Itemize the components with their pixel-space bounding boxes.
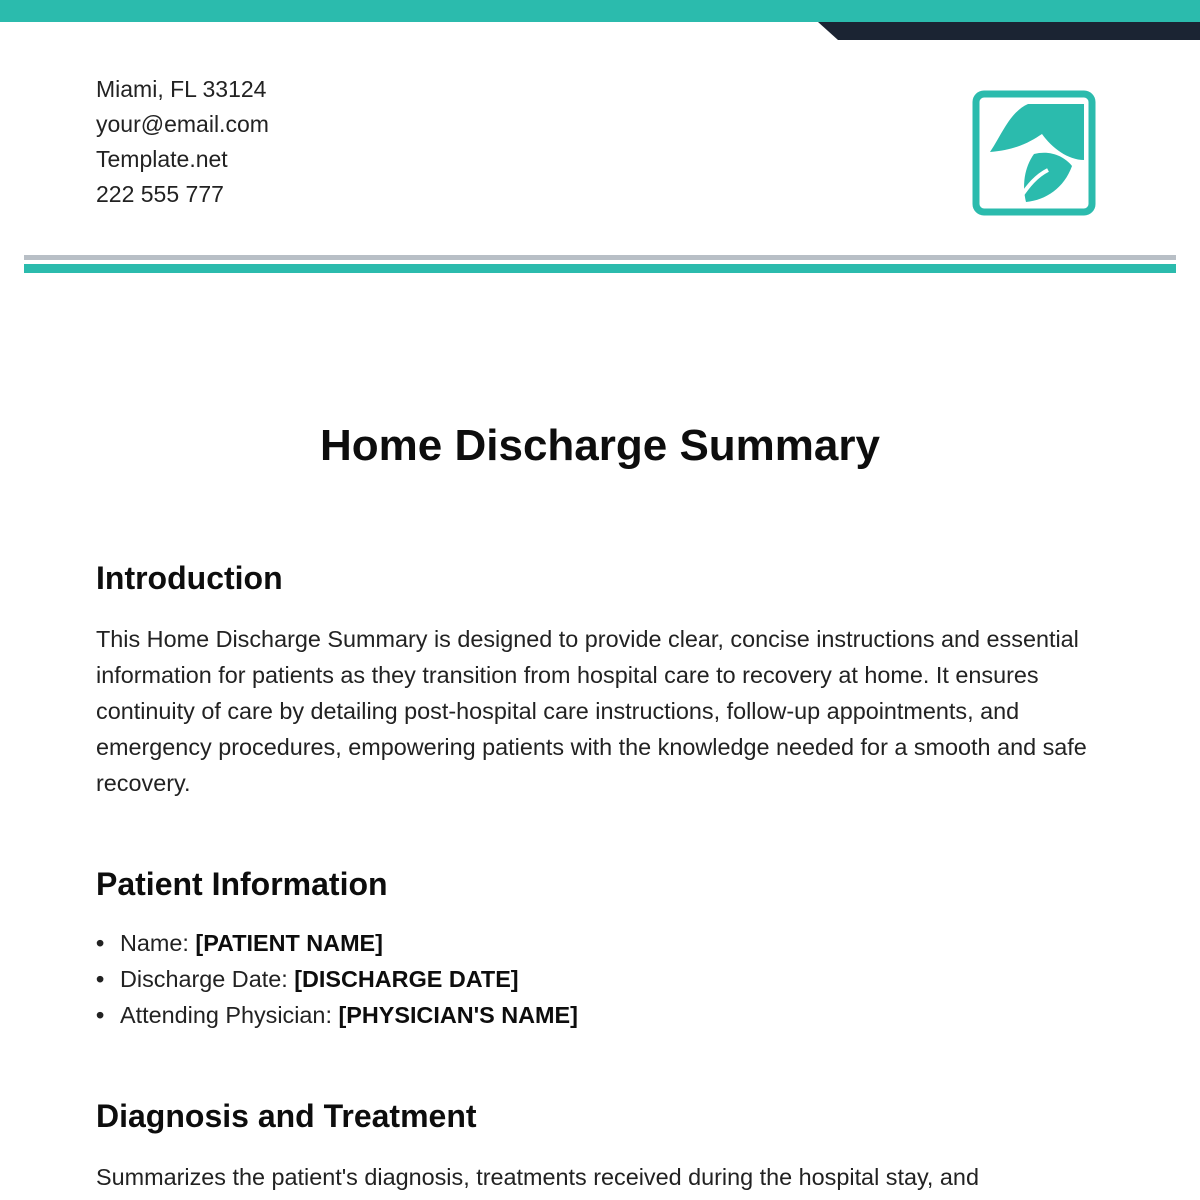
- divider-grey: [24, 255, 1176, 260]
- teal-band: [0, 0, 1200, 22]
- leaf-logo-icon: [972, 90, 1096, 216]
- navy-band: [818, 22, 1200, 40]
- item-value: [PATIENT NAME]: [195, 930, 383, 956]
- logo-leaf-upper: [990, 104, 1084, 160]
- logo-leaf-lower: [1024, 153, 1072, 202]
- list-item: [96, 925, 578, 961]
- website-text: Template.net: [96, 146, 228, 172]
- item-label: Attending Physician:: [120, 1002, 332, 1028]
- page-title: Home Discharge Summary: [320, 421, 880, 470]
- item-label: Name:: [120, 930, 189, 956]
- contact-block: [96, 72, 269, 212]
- introduction-body: This Home Discharge Summary is designed to provide clear, concise instructions and essential information for patients as they transition from hospital care to recovery at home. It ensures continuity of care by detailing post-hospital care instructions, follow-up appointments, and emergency procedures, empowering patients with the knowledge needed for a smooth and safe recovery.: [96, 626, 1087, 796]
- diagnosis-body: Summarizes the patient's diagnosis, treatments received during the hospital stay, and: [96, 1164, 979, 1190]
- list-item: [96, 997, 578, 1033]
- bullet-icon: •: [96, 966, 105, 992]
- list-item: [96, 961, 578, 997]
- phone-text: 222 555 777: [96, 181, 224, 207]
- patient-info-list: [96, 925, 578, 1033]
- bullet-icon: •: [96, 1002, 105, 1028]
- patient-info-heading: Patient Information: [96, 866, 388, 902]
- diagnosis-heading: Diagnosis and Treatment: [96, 1098, 477, 1134]
- email-text: your@email.com: [96, 111, 269, 137]
- bullet-icon: •: [96, 930, 105, 956]
- top-header-band: [0, 0, 1200, 40]
- introduction-heading: Introduction: [96, 560, 283, 596]
- item-label: Discharge Date:: [120, 966, 288, 992]
- item-value: [PHYSICIAN'S NAME]: [338, 1002, 578, 1028]
- address-text: Miami, FL 33124: [96, 76, 267, 102]
- item-value: [DISCHARGE DATE]: [294, 966, 519, 992]
- divider-teal: [24, 264, 1176, 273]
